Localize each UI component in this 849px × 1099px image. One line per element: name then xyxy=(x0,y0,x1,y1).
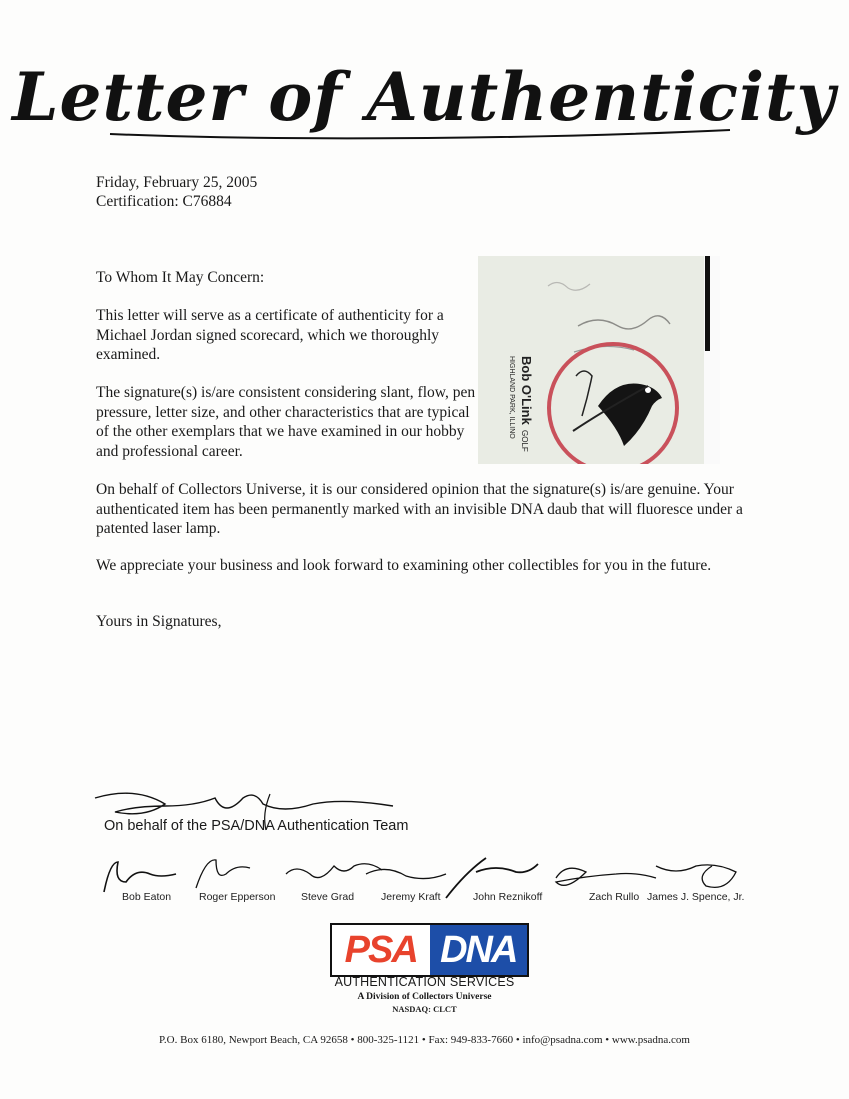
certification-number: Certification: C76884 xyxy=(96,193,232,210)
letter-title xyxy=(0,38,849,148)
signer-name: John Reznikoff xyxy=(473,891,543,903)
signer-name: Bob Eaton xyxy=(122,891,172,903)
scorecard-image xyxy=(478,256,720,464)
paragraph-consistency: The signature(s) is/are consistent considering slant, flow, pen pressure, letter size, and other characteristics that are typical of the other exemplars that we have examined in our hobby and professional career. xyxy=(96,384,476,460)
signer-name: James J. Spence, Jr. xyxy=(647,891,745,903)
photo-label-main: Bob O'Link xyxy=(519,356,534,425)
signer-name: Steve Grad xyxy=(301,891,355,903)
letter-meta xyxy=(96,173,257,211)
logo-dna: DNA xyxy=(430,925,528,975)
signer-name: Jeremy Kraft xyxy=(381,891,441,903)
letter-date: Friday, February 25, 2005 xyxy=(96,174,258,191)
letter-title-graphic xyxy=(0,38,849,148)
paragraph-opinion: On behalf of Collectors Universe, it is our considered opinion that the signature(s) is/are genuine. Your authenticated item has been permanently marked with an invisible DNA daub that will fluoresce under a patented laser lamp. xyxy=(96,481,743,537)
footer-contact: P.O. Box 6180, Newport Beach, CA 92658 • 800-325-1121 • Fax: 949-833-7660 • info@psadna.com • www.psadna.com xyxy=(159,1034,690,1046)
logo-psa: PSA xyxy=(332,925,430,975)
psa-dna-logo xyxy=(330,923,529,977)
letter-title-text: Letter of Authenticity xyxy=(12,58,836,136)
nasdaq-line: NASDAQ: CLCT xyxy=(392,1004,457,1014)
paragraph-certificate: This letter will serve as a certificate of authenticity for a Michael Jordan signed scorecard, which we thoroughly examined. xyxy=(96,307,444,363)
photo-label-golf: GOLF xyxy=(520,430,529,452)
paragraph-appreciation: We appreciate your business and look forward to examining other collectibles for you in the future. xyxy=(96,557,712,574)
salutation: To Whom It May Concern: xyxy=(96,269,265,286)
closing: Yours in Signatures, xyxy=(96,613,222,630)
division-line: A Division of Collectors Universe xyxy=(357,992,492,1002)
signer-name: Zach Rullo xyxy=(589,891,640,903)
team-line: On behalf of the PSA/DNA Authentication Team xyxy=(104,818,409,834)
photo-label-sub: HIGHLAND PARK, ILLINO xyxy=(508,356,515,439)
authentication-services: AUTHENTICATION SERVICES xyxy=(334,975,515,989)
signer-name: Roger Epperson xyxy=(199,891,276,903)
scorecard-photo xyxy=(478,256,720,464)
